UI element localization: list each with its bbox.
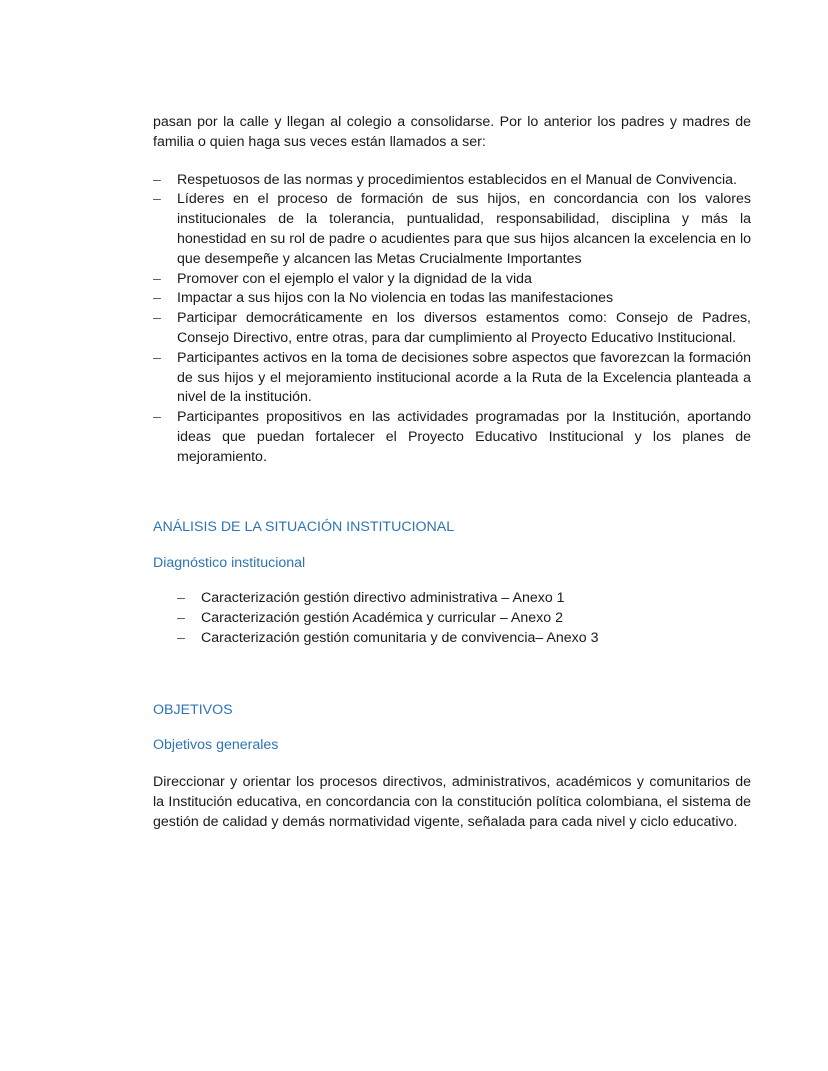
- list-item-text: Participar democráticamente en los diversos estamentos como: Consejo de Padres, Consejo Directivo, entre otras, para dar cumplimiento al Proyecto Educativo Institucional.: [177, 310, 751, 346]
- section-heading-analysis: ANÁLISIS DE LA SITUACIÓN INSTITUCIONAL: [153, 518, 455, 535]
- list-item-text: Participantes activos en la toma de decisiones sobre aspectos que favorezcan la formación de sus hijos y el mejoramiento institucional acorde a la Ruta de la Excelencia planteada a nivel de la institución.: [177, 349, 751, 406]
- intro-paragraph: pasan por la calle y llegan al colegio a consolidarse. Por lo anterior los padres y madres de familia o quien haga sus veces están llamados a ser:: [153, 114, 751, 150]
- list-item: [153, 589, 751, 609]
- dash-bullet-icon: –: [153, 290, 161, 307]
- list-item: [153, 190, 751, 269]
- list-item-text: Respetuosos de las normas y procedimientos establecidos en el Manual de Convivencia.: [177, 171, 737, 188]
- dash-bullet-icon: –: [177, 629, 185, 646]
- list-item-text: Impactar a sus hijos con la No violencia en todas las manifestaciones: [177, 290, 614, 307]
- list-item: [153, 289, 751, 309]
- dash-bullet-icon: –: [177, 609, 185, 626]
- section-heading-objectives: OBJETIVOS: [153, 701, 233, 718]
- dash-bullet-icon: –: [153, 270, 161, 287]
- list-item: [153, 609, 751, 629]
- diagnosis-list: [153, 589, 751, 648]
- list-item-text: Promover con el ejemplo el valor y la dignidad de la vida: [177, 270, 532, 287]
- list-item: [153, 349, 751, 408]
- list-item-text: Caracterización gestión Académica y curricular – Anexo 2: [201, 609, 563, 626]
- dash-bullet-icon: –: [153, 191, 161, 208]
- list-item-text: Participantes propositivos en las actividades programadas por la Institución, aportando ideas que puedan fortalecer el Proyecto Educativo Institucional y los planes de mejoramiento.: [177, 409, 751, 465]
- dash-bullet-icon: –: [153, 171, 161, 188]
- document-page: [153, 113, 751, 833]
- list-item: [153, 171, 751, 191]
- dash-bullet-icon: –: [177, 590, 185, 607]
- list-item: [153, 629, 751, 649]
- list-item: [153, 270, 751, 290]
- list-item: [153, 408, 751, 467]
- subheading-general-objectives: Objetivos generales: [153, 737, 279, 754]
- list-item-text: Caracterización gestión comunitaria y de convivencia– Anexo 3: [201, 629, 599, 646]
- objectives-paragraph: Direccionar y orientar los procesos directivos, administrativos, académicos y comunitarios de la Institución educativa, en concordancia con la constitución política colombiana, el sistema de gestión de calidad y demás normatividad vigente, señalada para cada nivel y ciclo educativo.: [153, 774, 751, 830]
- parent-roles-list: [153, 171, 751, 468]
- subheading-diagnosis: Diagnóstico institucional: [153, 555, 306, 572]
- list-item: [153, 309, 751, 349]
- list-item-text: Líderes en el proceso de formación de sus hijos, en concordancia con los valores institucionales de la tolerancia, puntualidad, responsabilidad, disciplina y más la honestidad en su rol de padre o acudientes para que sus hijos alcancen la excelencia en lo que desempeñe y alcancen las Metas Crucialmente Importantes: [177, 191, 751, 267]
- dash-bullet-icon: –: [153, 409, 161, 426]
- dash-bullet-icon: –: [153, 310, 161, 327]
- dash-bullet-icon: –: [153, 349, 161, 366]
- list-item-text: Caracterización gestión directivo administrativa – Anexo 1: [201, 590, 565, 607]
